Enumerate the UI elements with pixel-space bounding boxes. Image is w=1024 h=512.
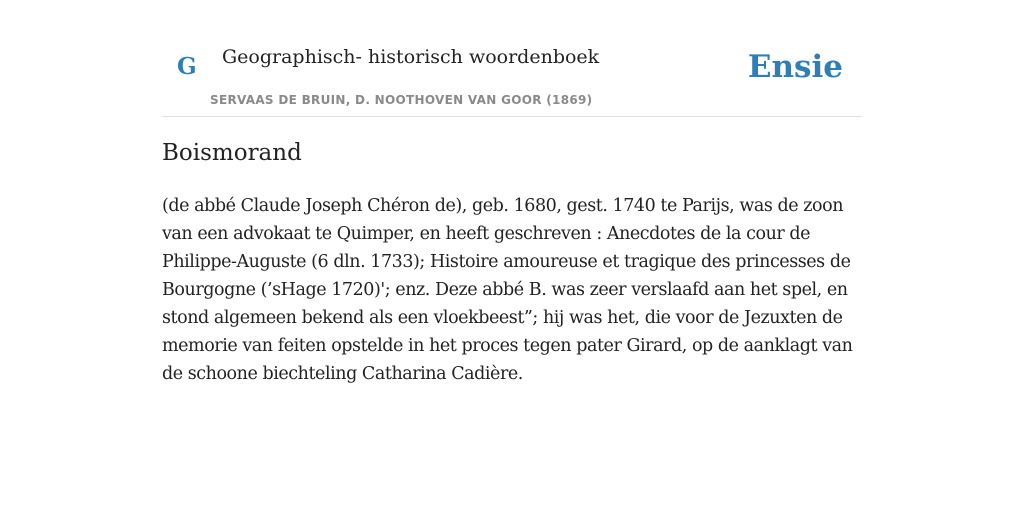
dictionary-header bbox=[162, 0, 862, 117]
dictionary-letter[interactable]: G bbox=[177, 53, 197, 80]
dictionary-authors: SERVAAS DE BRUIN, D. NOOTHOVEN VAN GOOR (1869) bbox=[210, 93, 593, 107]
ensie-logo[interactable]: Ensie bbox=[747, 49, 843, 85]
page bbox=[162, 0, 862, 384]
entry-body: (de abbé Claude Joseph Chéron de), geb. 1680, gest. 1740 te Parijs, was de zoon van een advokaat te Quimper, en heeft geschreven : Anecdotes de la cour de Philippe-Auguste (6 dln. 1733); Histoire amoureuse et tragique des princesses de Bourgogne (’sHage 1720)'; enz. Deze abbé B. was zeer verslaafd aan het spel, en stond algemeen bekend als een vloekbeest”; hij was het, die voor de Jezuxten de memorie van feiten opstelde in het proces tegen pater Girard, op de aanklagt van de schoone biechteling Catharina Cadière. bbox=[162, 196, 853, 384]
dictionary-title[interactable]: Geographisch- historisch woordenboek bbox=[222, 46, 600, 68]
entry-title: Boismorand bbox=[162, 140, 302, 166]
